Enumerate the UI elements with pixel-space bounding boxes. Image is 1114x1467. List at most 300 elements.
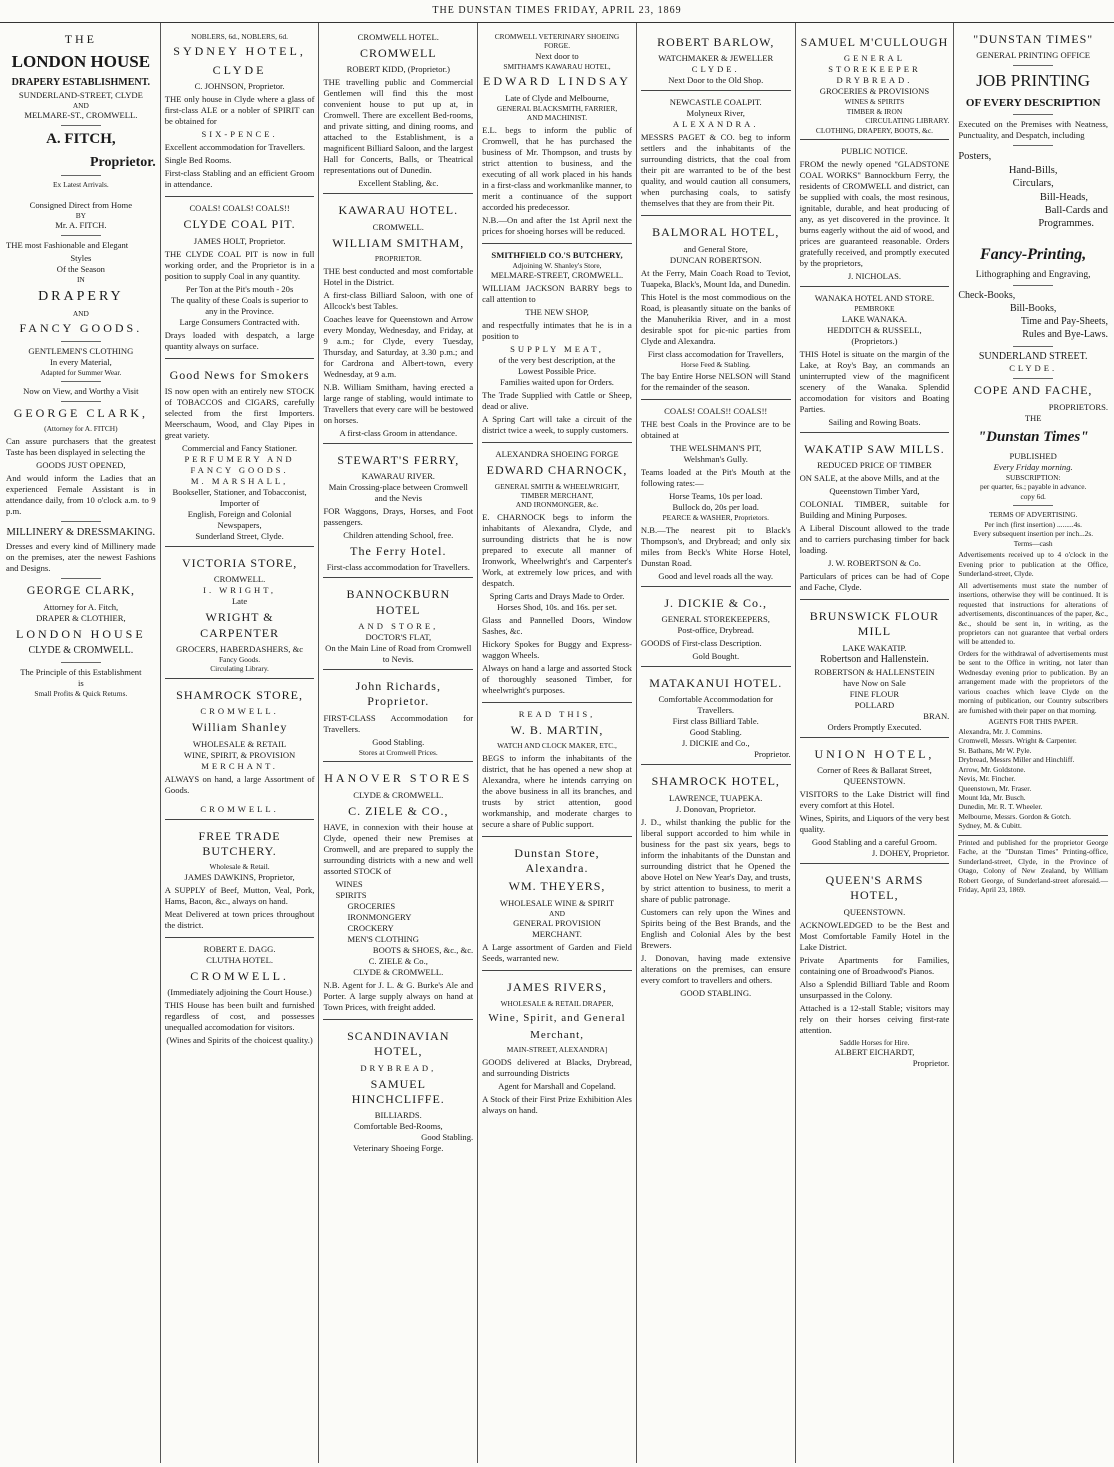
main-crossing: Main Crossing-place between Cromwell and the Nevis [328, 481, 468, 503]
clutha-hotel-ad [165, 941, 315, 1050]
liberal-discount: A Liberal Discount allowed to the trade and to carriers purchasing timber for back loading. [799, 523, 950, 556]
wine-spirit-provision: WINE, SPIRIT, & PROVISION [183, 749, 296, 760]
supply-meat: SUPPLY MEAT, [510, 344, 604, 355]
union-hotel-ad [800, 741, 950, 864]
robertson-hallenstein: Robertson and Hallenstein. [820, 653, 929, 665]
cromwell-title: CROMWELL. [190, 968, 289, 983]
good-stabling-3: Good Stabling. [689, 727, 742, 738]
good-stabling-4: GOOD STABLING. [680, 987, 752, 998]
goods-delivered: GOODS delivered at Blacks, Drybread, and surrounding Districts [482, 1056, 632, 1078]
burke-ale: N.B. Agent for J. L. & G. Burke's Ale and Porter. A large supply always on hand at Town Prices, with freight added. [323, 979, 474, 1012]
coals-title: COALS! COALS! COALS!! [189, 203, 290, 214]
kawarau-hotel-title: KAWARAU HOTEL. [338, 203, 459, 218]
column-5 [637, 23, 796, 1463]
alexandra-forge-ad [482, 446, 632, 703]
gentlemens-clothing: GENTLEMEN'S CLOTHING [28, 345, 134, 356]
stock-ironmongery: IRONMONGERY [347, 911, 412, 922]
barlow-ad [641, 29, 791, 91]
mccullough-ad [800, 29, 950, 140]
in-text: IN [76, 275, 85, 285]
shamrock-hotel-title: SHAMROCK HOTEL, [651, 774, 780, 789]
wine-spirit-general: Wine, Spirit, and General [488, 1012, 626, 1025]
large-consumers: Large Consumers Contracted with. [179, 316, 300, 327]
dresses-text: Dresses and every kind of Millinery made on the premises, ater the newest Fashions and Designs. [6, 541, 156, 574]
and-text: AND [72, 100, 89, 110]
coaches-leave: Coaches leave for Queenstown and Arrow every Monday, Wednesday, and Friday, at 9 a.m.; for Clyde, every Tuesday, Thursday, and Saturday, at 3.30 p.m.; and for Cardrona and Albert-town, every Wednesday, at 9 a.m. [323, 313, 474, 379]
spring-cart: A Spring Cart will take a circuit of the district twice a week, to supply customers. [482, 414, 632, 436]
london-house-title: LONDON HOUSE [11, 52, 151, 72]
storekeepers: GENERAL STOREKEEPERS, [661, 614, 770, 625]
circulating-library: Circulating Library. [210, 664, 269, 674]
season-text: Of the Season [56, 264, 105, 275]
first-class-travellers: First class accomodation for Travellers, [647, 348, 784, 359]
billiards: BILLIARDS. [374, 1110, 422, 1121]
watchmaker: WATCH AND CLOCK MAKER, ETC., [497, 741, 617, 751]
latest-arrivals: Ex Latest Arrivals. [53, 180, 109, 190]
marshall-name: M. MARSHALL, [190, 475, 289, 486]
best-description: of the very best description, at the [498, 355, 616, 366]
column-3 [319, 23, 478, 1463]
queens-arms-hotel-ad [800, 867, 950, 1073]
and-text-2: AND [72, 308, 89, 318]
scandinavian-hotel-ad [323, 1023, 473, 1158]
ziele-co: C. ZIELE & Co., [368, 955, 428, 966]
saw-mills-title: WAKATIP SAW MILLS. [804, 441, 945, 456]
meat-delivered: Meat Delivered at town prices throughout the district. [164, 908, 315, 930]
welshmans-pit-ad [641, 403, 791, 586]
balmoral-title: BALMORAL HOTEL, [652, 225, 780, 240]
agents-title: AGENTS FOR THIS PAPER. [988, 717, 1078, 727]
smokers-title: Good News for Smokers [169, 367, 310, 382]
martin-name: W. B. MARTIN, [510, 722, 604, 737]
cromwell-hotel-desc: THE travelling public and Commercial Gentlemen will find this the most convenient house to put up at, in Cromwell. There are excellent Bed-rooms, and private sitting, and dining rooms, and attached to the Establishment, is a magnificent Billiard Saloon, and the largest Hall for Concerts, Balls, or Theatrical representations out of Dunedin. [323, 77, 474, 176]
dunstan-times-gothic: "Dunstan Times" [977, 428, 1089, 445]
proprietor-label-2: PROPRIETOR. [374, 254, 422, 264]
proprietors-label: (Proprietors.) [851, 335, 898, 346]
kawarau-river: KAWARAU RIVER. [361, 470, 435, 481]
per-inch: Per inch (first insertion) .........4s. [984, 519, 1083, 529]
holt-proprietor: JAMES HOLT, Proprietor. [193, 235, 286, 246]
job-printing: JOB PRINTING [976, 71, 1091, 91]
eichardt-name: ALBERT EICHARDT, [834, 1047, 915, 1058]
good-stabling: Good Stabling. [372, 736, 425, 747]
and-store: AND STORE, [358, 620, 439, 631]
printed-published: Printed and published for the proprietor George Fache, at the "Dunstan Times" Printing-office, Sunderland-street, Clyde, in the Province of Otago, Colony of New Zealand, by William Robert George, of Sunderland-street aforesaid.—Friday, April 23, 1869. [958, 837, 1109, 895]
late-label: Late [231, 596, 248, 607]
balmoral-hotel-ad [641, 219, 791, 400]
smithfield-butchery-ad [482, 247, 632, 443]
merchant-label-3: Merchant, [530, 1029, 584, 1042]
perfumery: PERFUMERY AND FANCY GOODS. [184, 453, 295, 475]
newspapers: Newspapers, [217, 519, 262, 530]
marshall-agent: Agent for Marshall and Copeland. [498, 1080, 616, 1091]
fitch-name: A. FITCH, [46, 131, 116, 148]
coal-pit-desc: THE CLYDE COAL PIT is now in full working order, and the Proprietor is in a position to supply Coal in any quantity. [164, 248, 315, 281]
drybread-label-2: DRYBREAD. [836, 75, 913, 86]
adjoining-shanley: Adjoining W. Shanley's Store, [512, 260, 602, 270]
ferry-accommodation: First-class accommodation for Travellers. [326, 562, 470, 573]
circulars: Circulars, [1012, 178, 1054, 190]
billiard-room: Also a Splendid Billiard Table and Room unsurpassed in the Colony. [799, 978, 950, 1000]
martin-ad [482, 706, 632, 837]
agent-arrow: Arrow, Mr. Goldstone. [958, 764, 1026, 774]
dawkins-proprietor: JAMES DAWKINS, Proprietor, [184, 871, 295, 882]
check-books: Check-Books, [958, 290, 1016, 302]
billiard-table: First class Billiard Table. [672, 716, 759, 727]
drays-loaded: Drays loaded with despatch, a large quantity always on surface. [164, 329, 315, 351]
terms-advertising: TERMS OF ADVERTISING. [988, 510, 1078, 520]
column-1 [2, 23, 161, 1463]
next-door: Next door to [535, 50, 579, 61]
proprietors-label-2: PROPRIETORS. [1048, 401, 1109, 412]
theyers-name: WM. THEYERS, [508, 879, 606, 894]
orders-executed: Orders Promptly Executed. [827, 721, 922, 732]
hinchcliffe-name: SAMUEL HINCHCLIFFE. [351, 1076, 445, 1106]
bran: BRAN. [923, 710, 950, 721]
families-orders: Families waited upon for Orders. [500, 377, 614, 388]
stationer: Commercial and Fancy Stationer. [182, 442, 298, 453]
john-richards-ad [323, 673, 473, 762]
clothing-drapery: CLOTHING, DRAPERY, BOOTS, &c. [815, 125, 933, 135]
rules-bye-laws: Rules and Bye-Laws. [1022, 328, 1109, 340]
draper-clothier: DRAPER & CLOTHIER, [36, 612, 126, 623]
matakanui-hotel-ad [641, 670, 791, 765]
johnson-proprietor: C. JOHNSON, Proprietor. [194, 81, 285, 92]
lindsay-name: EDWARD LINDSAY [483, 74, 631, 89]
coals-title-2: COALS! COALS!! COALS!! [664, 406, 768, 417]
alterations: J. Donovan, having made extensive alterations on the premises, can ensure every comfort to travellers and others. [640, 952, 791, 985]
subscription: SUBSCRIPTION: [1005, 472, 1061, 482]
billiard-saloon: A first-class Billiard Saloon, with one of Allcock's best Tables. [323, 289, 474, 311]
agent-dunedin: Dunedin, Mr. R. T. Wheeler. [958, 802, 1043, 812]
timber-iron: TIMBER & IRON [846, 106, 903, 116]
published: PUBLISHED [1009, 450, 1057, 461]
shoeing-note: N.B.—On and after the 1st April next the prices for shoeing horses will be reduced. [482, 214, 632, 236]
scandinavian-title: SCANDINAVIAN HOTEL, [347, 1028, 450, 1059]
spring-carts: Spring Carts and Drays Made to Order. [489, 590, 625, 601]
timber-yard: Queenstown Timber Yard, [829, 486, 920, 497]
mccullough-name: SAMUEL M'CULLOUGH [800, 35, 949, 49]
bill-heads: Bill-Heads, [1039, 191, 1089, 203]
horse-nelson: The bay Entire Horse NELSON will Stand for the remainder of the season. [640, 371, 791, 393]
attorney-fitch: Attorney for A. Fitch, [43, 601, 119, 612]
cromwell-heading: CROMWELL [359, 46, 437, 60]
pembroke: PEMBROKE [854, 304, 895, 314]
wanaka-desc: THIS Hotel is situate on the margin of the Lake, at Roy's Bay, an commands an uninterrupted view of the magnificent scenery of the Wanaka. Splendid accomodation for visitors and Boating Parties. [799, 348, 950, 414]
veterinary-forge-ad [482, 29, 632, 244]
james-rivers-ad [482, 974, 632, 1121]
column-4 [478, 23, 637, 1463]
agent-cromwell: Cromwell, Messrs. Wright & Carpenter. [958, 736, 1077, 746]
comfortable-accom: Comfortable Accommodation for [658, 694, 774, 705]
fine-flour: FINE FLOUR [849, 688, 900, 699]
stabling-note: N.B. William Smitham, having erected a large range of stabling, would intimate to Travellers that every care will be bestowed on horses. [323, 381, 474, 425]
single-rooms: Single Bed Rooms. [164, 155, 232, 166]
ladies-notice: And would inform the Ladies that an experienced Female Assistant is in attendance daily, from 10 o'clock a.m. to 9 p.m. [6, 472, 156, 516]
and-label: AND [549, 908, 566, 918]
bill-books: Bill-Books, [1009, 303, 1057, 315]
robertson-name: DUNCAN ROBERTSON. [669, 254, 762, 265]
wright-carpenter: WRIGHT & CARPENTER [200, 610, 280, 640]
victoria-store-title: VICTORIA STORE, [181, 555, 298, 570]
public-notice-ad [800, 143, 950, 287]
stewarts-ferry-title: STEWART'S FERRY, [337, 452, 460, 467]
watchmaker-jeweller: WATCHMAKER & JEWELLER [658, 53, 774, 64]
intimates: and respectfully intimates that he is in a position to [482, 320, 632, 342]
travellers-label: Travellers. [697, 705, 735, 716]
address-cromwell: MELMARE-ST., CROMWELL. [24, 110, 138, 121]
shamrock-store-ad [165, 682, 315, 820]
goods-opened: GOODS JUST OPENED, [36, 459, 126, 470]
bannockburn-title: BANNOCKBURN HOTEL [346, 587, 451, 617]
clyde-title: CLYDE [212, 62, 267, 77]
posters: Posters, [958, 151, 992, 163]
late-of-clyde: Late of Clyde and Melbourne, [505, 92, 609, 103]
nearest-pit: N.B.—The nearest pit to Black's Thompson's, and Drybread; and only six miles from Beck's White Horse Hotel, Dunstan Road. [640, 524, 791, 568]
welshmans-gully: Welshman's Gully. [683, 454, 748, 465]
clyde-label: CLYDE. [691, 64, 740, 75]
coal-pit-title: CLYDE COAL PIT. [183, 217, 296, 232]
newcastle-coalpit-ad [641, 94, 791, 216]
groceries-provisions: GROCERIES & PROVISIONS [819, 86, 930, 97]
hanover-stores-ad [323, 765, 473, 1020]
paget-desc: MESSRS PAGET & CO. beg to inform settlers and the inhabitants of the surrounding districts, that the coal from their pit are warranted to be of the best quality, and would caution all consumers, when purchasing coals, to satisfy themselves that they are from their Pit. [640, 132, 791, 209]
fitch-mr: Mr. A. FITCH. [55, 220, 107, 231]
lowest-price: Lowest Possible Price. [517, 366, 597, 377]
lithographing: Lithographing and Engraving, [975, 270, 1091, 281]
every-description: OF EVERY DESCRIPTION [965, 97, 1101, 110]
wanaka-title: WANAKA HOTEL AND STORE. [814, 293, 935, 304]
wholesale-wine: WHOLESALE WINE & SPIRIT [499, 897, 615, 908]
main-line-road: On the Main Line of Road from Cromwell to Nevis. [325, 642, 472, 664]
agent-nevis: Nevis, Mr. Fincher. [958, 774, 1016, 784]
agent-mount-ida: Mount Ida, Mr. Busch. [958, 792, 1026, 802]
dunstan-times-title: "DUNSTAN TIMES" [973, 32, 1094, 46]
ball-cards: Ball-Cards and [1044, 204, 1109, 216]
kawarau-hotel-ad [323, 197, 473, 443]
cromwell-label-4: CROMWELL. [372, 221, 424, 232]
read-this: READ THIS, [518, 708, 596, 719]
millinery-heading: MILLINERY & DRESSMAKING. [6, 526, 156, 538]
general-store: and General Store, [683, 243, 748, 254]
drapery-heading: DRAPERY [38, 288, 124, 304]
visitors-lake: VISITORS to the Lake District will find every comfort at this Hotel. [799, 788, 950, 810]
proprietor-label: Proprietor. [90, 154, 156, 170]
forge-title: CROMWELL VETERINARY SHOEING FORGE. [494, 32, 620, 51]
wholesale-retail: WHOLESALE & RETAIL [192, 738, 287, 749]
careful-groom: Good Stabling and a careful Groom. [811, 836, 937, 847]
cromwell-hotel-title: CROMWELL HOTEL. [357, 32, 439, 42]
sydney-desc: THE only house in Clyde where a glass of first-class ALE or a nobler of SPIRIT can be obtained for [164, 94, 315, 127]
consigned-text: Consigned Direct from Home [29, 199, 133, 210]
alexandra-forge-title: ALEXANDRA SHOEING FORGE [495, 449, 619, 460]
shoeing-forge: Veterinary Shoeing Forge. [353, 1143, 444, 1154]
sydney-hotel-title: SYDNEY HOTEL, [173, 44, 306, 59]
always-on-hand: ALWAYS on hand, a large Assortment of Goods. [164, 773, 315, 795]
six-pence: SIX-PENCE. [201, 129, 278, 140]
acknowledged: ACKNOWLEDGED to be the Best and Most Comfortable Family Hotel in the Lake District. [799, 919, 950, 952]
wines-liquors: Wines, Spirits, and Liquors of the very best quality. [799, 812, 950, 834]
now-on-view: Now on View, and Worthy a Visit [23, 386, 139, 397]
the-label: THE [1024, 412, 1042, 423]
subsequent-insertion: Every subsequent insertion per inch...2s. [973, 529, 1094, 539]
advertisements-received: Advertisements received up to 4 o'clock in the Evening prior to publication at the Office, Sunderland-street, Clyde. [958, 550, 1109, 579]
ferry-hotel-title: The Ferry Hotel. [350, 543, 447, 558]
bed-rooms: Comfortable Bed-Rooms, [353, 1121, 443, 1132]
free-trade-butchery-ad [165, 823, 315, 938]
post-office: Post-office, Drybread. [677, 625, 754, 636]
fashionable-text: THE most Fashionable and Elegant [6, 240, 129, 251]
garden-seeds: A Large assortment of Garden and Field Seeds, warranted new. [482, 942, 632, 964]
stewarts-ferry-ad [323, 447, 473, 579]
wholesale-retail-2: Wholesale & Retail. [209, 862, 270, 872]
stores-prices: Stores at Cromwell Prices. [358, 747, 438, 757]
styles-text: Styles [70, 253, 92, 264]
merchant-label: MERCHANT. [201, 760, 278, 771]
children-school: Children attending School, free. [343, 529, 454, 540]
stock-clothing: MEN'S CLOTHING [347, 933, 419, 944]
best-coals: THE best Coals in the Province are to be obtained at [640, 419, 791, 441]
clyde-cromwell-2: CLYDE & CROMWELL. [353, 789, 444, 800]
drybread-label: DRYBREAD, [360, 1062, 437, 1073]
adjoining-court: (Immediately adjoining the Court House.) [167, 987, 312, 998]
barlow-name: ROBERT BARLOW, [657, 35, 775, 49]
wakatip-saw-mills-ad [800, 436, 950, 600]
dickie-ad [641, 590, 791, 667]
tobacco-desc: IS now open with an entirely new STOCK of TOBACCOS and CIGARS, carefully selected from the first Importers. Meerschaum, Wood, and Clay Pipes in great variety. [164, 385, 315, 440]
horses-shod: Horses Shod, 10s. and 16s. per set. [497, 601, 617, 612]
reduced-price: REDUCED PRICE OF TIMBER [817, 460, 932, 471]
hallenstein-caps: ROBERTSON & HALLENSTEIN [814, 666, 935, 677]
printing-office: GENERAL PRINTING OFFICE [976, 50, 1091, 61]
stock-crockery: CROCKERY [347, 922, 394, 933]
dickie-name: J. DICKIE & Co., [664, 595, 768, 610]
wheelwright: GENERAL SMITH & WHEELWRIGHT, [494, 481, 620, 491]
drapery-establishment: DRAPERY ESTABLISHMENT. [11, 77, 151, 89]
teams-loaded: Teams loaded at the Pit's Mouth at the following rates:— [640, 467, 791, 489]
hickory-spokes: Hickory Spokes for Buggy and Express-waggon Wheels. [482, 638, 632, 660]
private-apartments: Private Apartments for Families, containing one of Broadwood's Pianos. [799, 954, 950, 976]
programmes: Programmes. [1038, 218, 1095, 230]
principle-text: The Principle of this Establishment [20, 666, 142, 677]
ironmonger: AND IRONMONGER, &c. [515, 500, 599, 510]
particulars: Particulars of prices can be had of Cope and Fache, Clyde. [799, 571, 950, 593]
ziele-desc: HAVE, in connexion with their house at Clyde, opened their new Premises at Cromwell, and are prepared to supply the surrounding districts with a new and well assorted STOCK of [323, 821, 474, 876]
wines-spirits-2: WINES & SPIRITS [844, 97, 905, 107]
machinist: AND MACHINIST. [526, 113, 588, 123]
rivers-name: JAMES RIVERS, [507, 980, 607, 995]
clutha-desc: THIS House has been built and furnished regardless of cost, and possesses unequalled accomodation for visitors. [164, 1000, 315, 1033]
stock-groceries: GROCERIES [347, 900, 396, 911]
donovan-desc: J. D., whilst thanking the public for the liberal support accorded to him while in business for the past six years, begs to inform the inhabitants of the Dunstan and surrounding district that he Opened the above Hotel on New Year's Day, and trusts, by strict attention to business, to merit a share of public patronage. [640, 816, 791, 904]
cromwell-label-2: CROMWELL. [200, 706, 279, 717]
lake-wanaka: LAKE WANAKA. [841, 313, 908, 324]
dagg-name: ROBERT E. DAGG. [203, 943, 276, 954]
old-shop: Next Door to the Old Shop. [668, 75, 764, 86]
pollard: POLLARD [854, 699, 895, 710]
fancy-goods: Fancy Goods. [219, 654, 261, 664]
every-material: In every Material, [49, 356, 112, 367]
hedditch-russell: HEDDITCH & RUSSELL, [827, 324, 922, 335]
main-street: MAIN-STREET, ALEXANDRA] [506, 1045, 608, 1055]
clutha-hotel-title: CLUTHA HOTEL. [206, 954, 273, 965]
clyde-cromwell: CLYDE & CROMWELL. [28, 645, 134, 657]
queenstown-label-2: QUEENSTOWN. [843, 906, 906, 917]
merchant-label-2: MERCHANT. [532, 929, 582, 940]
general-storekeeper: GENERAL STOREKEEPER [828, 53, 921, 75]
horse-teams: Horse Teams, 10s per load. [669, 491, 763, 502]
nicholas-name: J. NICHOLAS. [847, 271, 902, 282]
saddle-horses: Saddle Horses for Hire. [839, 1037, 910, 1047]
agent-melbourne: Melbourne, Messrs. Gordon & Gotch. [958, 811, 1072, 821]
groom-attendance: A first-class Groom in attendance. [339, 427, 458, 438]
welshmans-pit: THE WELSHMAN'S PIT, [670, 443, 762, 454]
charnock-desc: E. CHARNOCK begs to inform the inhabitants of Alexandra, Clyde, and surrounding districts that he is now prepared to execute all manner of Ironwork, Wheelwright's and Carpenter's Work, at extremely low prices, and with despatch. [482, 511, 632, 588]
public-notice-title: PUBLIC NOTICE. [841, 146, 908, 157]
assure-purchasers: Can assure purchasers that the greatest Taste has been displayed in selecting the [6, 435, 156, 457]
lawrence-tuapeka: LAWRENCE, TUAPEKA. [669, 792, 763, 803]
william-shanley: William Shanley [191, 720, 288, 735]
executed-premises: Executed on the Premises with Neatness, Punctuality, and Despatch, including [958, 119, 1109, 141]
agent-queenstown: Queenstown, Mr. Fraser. [958, 783, 1032, 793]
address-clyde: SUNDERLAND-STREET, CLYDE [18, 89, 143, 100]
level-roads: Good and level roads all the way. [658, 570, 774, 581]
english-foreign: English, Foreign and Colonial [187, 508, 292, 519]
coal-quality: The quality of these Coals is superior to any in the Province. [170, 294, 309, 316]
balmoral-desc: This Hotel is the most commodious on the Road, is pleasantly situate on the banks of the Manuherikia River, and in a most desirable spot for pic-nic parties from Clyde and Alexandra. [640, 291, 791, 346]
queens-arms-title: QUEEN'S ARMS HOTEL, [825, 872, 924, 903]
bookseller: Bookseller, Stationer, and Tobacconist, [172, 486, 307, 497]
gold-bought: Gold Bought. [692, 651, 740, 662]
sailing-boats: Sailing and Rowing Boats. [828, 416, 921, 427]
stock-wines: WINES [335, 878, 363, 889]
wright-name: I. WRIGHT, [203, 585, 277, 596]
shamrock-store-title: SHAMROCK STORE, [176, 687, 303, 702]
proprietor-label-3: Proprietor. [754, 749, 791, 760]
column-6 [796, 23, 955, 1463]
first-class-accom: FIRST-CLASS Accommodation for Travellers. [323, 712, 474, 734]
importer: Importer of [219, 497, 260, 508]
lindsay-desc: E.L. begs to inform the public of Cromwell, that he has purchased the business of Mr. Thompson, and trusts by strict attention to business, and the executing of all work placed in his hands in a first-class and workmanlike manner, to merit a continuance of the support accorded his predecessor. [482, 124, 632, 212]
terms-cash: Terms—cash [1013, 538, 1053, 548]
trade-supplied: The Trade Supplied with Cattle or Sheep, dead or alive. [482, 390, 632, 412]
george-clark-2: GEORGE CLARK, [26, 583, 136, 598]
per-ton: Per Ton at the Pit's mouth - 20s [185, 283, 294, 294]
matakanui-title: MATAKANUI HOTEL. [649, 676, 783, 691]
robertson-co: J. W. ROBERTSON & Co. [828, 558, 921, 569]
time-sheets: Time and Pay-Sheets, [1020, 316, 1109, 328]
every-friday: Every Friday morning. [993, 461, 1073, 472]
melmare-street: MELMARE-STREET, CROMWELL. [490, 270, 624, 281]
summer-wear: Adapted for Summer Wear. [40, 367, 122, 377]
bannockburn-hotel-ad [323, 581, 473, 670]
waggons: FOR Waggons, Drays, Horses, and Foot passengers. [323, 505, 474, 527]
agent-sydney: Sydney, M. & Cubitt. [958, 821, 1022, 831]
beef-supply: A SUPPLY of Beef, Mutton, Veal, Pork, Hams, Bacon, &c., always on hand. [164, 884, 315, 906]
goods-description: GOODS of First-class Description. [640, 638, 762, 649]
customers-rely: Customers can rely upon the Wines and Spirits being of the Best Brands, and the English and Colonial Ales by the best Brewers. [640, 906, 791, 950]
corner-rees: Corner of Rees & Ballarat Street, [817, 764, 932, 775]
fancy-printing: Fancy-Printing, [980, 245, 1087, 263]
donovan-proprietor: J. Donovan, Proprietor. [675, 803, 756, 814]
bullock: Bullock do, 20s per load. [672, 502, 759, 513]
fancy-goods-heading: FANCY GOODS. [19, 321, 143, 336]
stabling: First-class Stabling and an efficient Groom in attendance. [164, 168, 315, 190]
george-clark-heading: GEORGE CLARK, [13, 406, 149, 421]
copy-price: copy 6d. [1020, 491, 1046, 501]
stock-spirits: SPIRITS [335, 889, 367, 900]
doctors-flat: DOCTOR'S FLAT, [365, 631, 432, 642]
